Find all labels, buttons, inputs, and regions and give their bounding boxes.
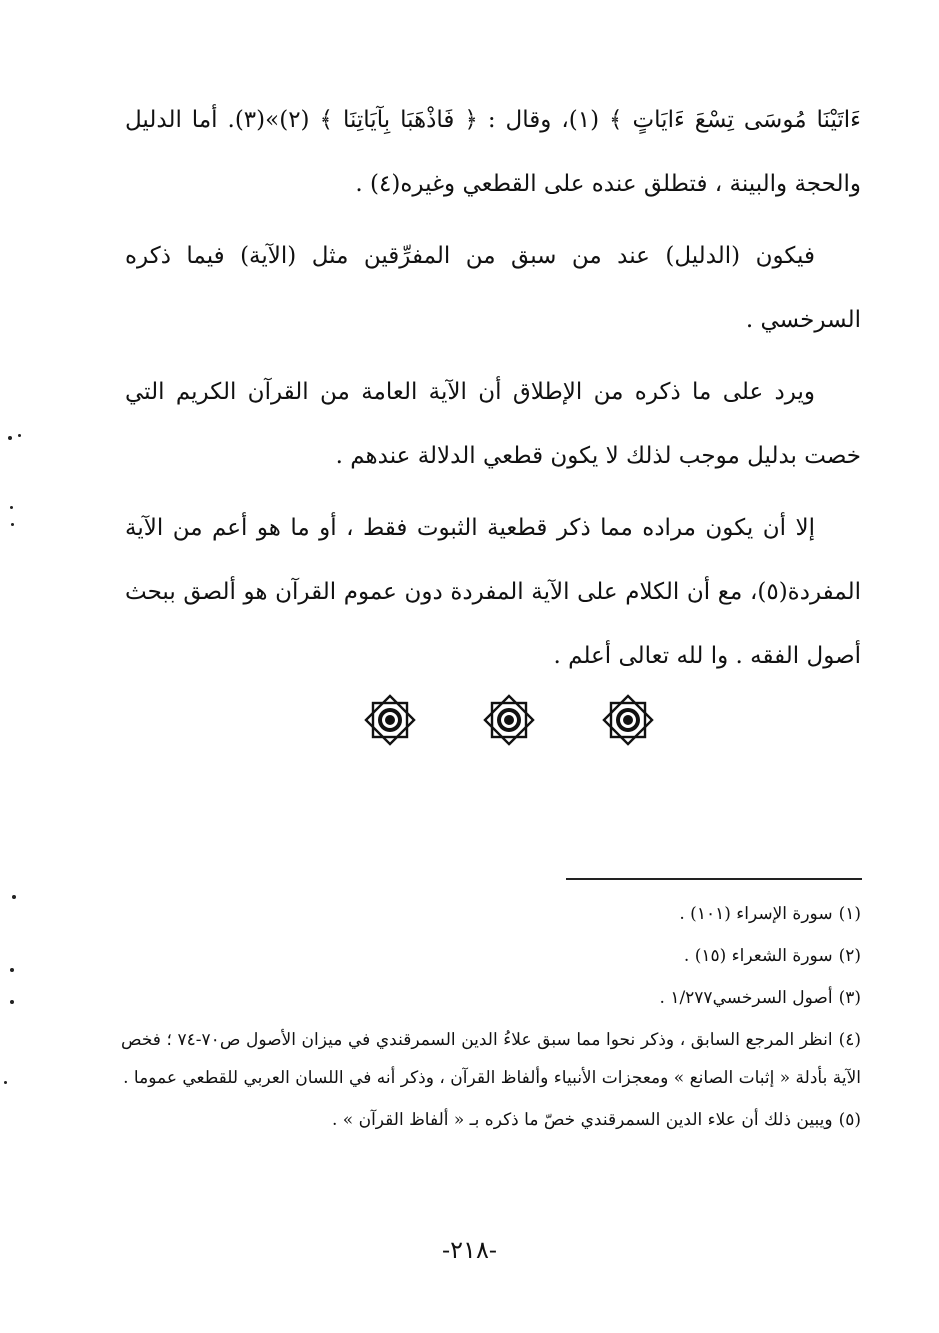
footnote-text: سورة الشعراء (١٥) . [683, 946, 833, 966]
paragraph-3: ويرد على ما ذكره من الإطلاق أن الآية العامة من القرآن الكريم التي خصت بدليل موجب لذلك لا يكون قطعي الدلالة عندهم . [125, 379, 861, 469]
scan-speck [18, 434, 21, 437]
footnote-separator [566, 878, 862, 880]
footnote-mark: (٣) [838, 988, 861, 1008]
eight-point-star-ornament-icon [602, 694, 654, 746]
footnote-text: ويبين ذلك أن علاء الدين السمرقندي خصّ ما ذكره بـ « ألفاظ القرآن » . [331, 1110, 833, 1130]
footnote-mark: (١) [838, 904, 861, 924]
paragraph-4: إلا أن يكون مراده مما ذكر قطعية الثبوت فقط ، أو ما هو أعم من الآية المفردة(٥)، مع أن الكلام على الآية المفردة دون عموم القرآن هو ألصق ببحث أصول الفقه . وا لله تعالى أعلم . [125, 515, 861, 669]
scan-speck [4, 1081, 7, 1084]
scan-speck [8, 436, 12, 440]
footnote-mark: (٢) [838, 946, 861, 966]
eight-point-star-ornament-icon [364, 694, 416, 746]
scan-speck [12, 895, 16, 899]
scan-speck [10, 506, 13, 509]
scan-speck [10, 968, 14, 972]
footnote-text: أصول السرخسي١/٢٧٧ . [659, 988, 833, 1008]
footnote-1 [121, 895, 861, 933]
footnote-4 [121, 1021, 861, 1097]
scan-speck [10, 1000, 14, 1004]
footnote-text: انظر المرجع السابق ، وذكر نحوا مما سبق علاءُ الدين السمرقندي في ميزان الأصول ص٧٠-٧٤ ؛ فخص الآية بأدلة « إثبات الصانع » ومعجزات الأنبياء وألفاظ القرآن ، وذكر أنه في اللسان العربي للقطعي عموما . [121, 1030, 861, 1088]
footnote-mark: (٤) [838, 1030, 862, 1050]
section-divider-ornaments [364, 694, 654, 746]
eight-point-star-ornament-icon [483, 694, 535, 746]
footnote-2 [121, 937, 861, 975]
scan-speck [11, 523, 14, 526]
paragraph-2: فيكون (الدليل) عند من سبق من المفرِّقين مثل (الآية) فيما ذكره السرخسي . [125, 243, 861, 333]
footnote-5 [121, 1101, 861, 1139]
footnote-mark: (٥) [838, 1110, 861, 1130]
main-text [125, 88, 861, 688]
footnote-text: سورة الإسراء (١٠١) . [679, 904, 833, 924]
footnote-3 [121, 979, 861, 1017]
page-number: -٢١٨- [442, 1236, 497, 1264]
paragraph-1: ءَاتَيْنَا مُوسَى تِسْعَ ءَايَاتٍ ﴾ (١)، وقال : ﴿ فَاذْهَبَا بِآيَاتِنَا ﴾ (٢)»(٣). أما الدليل والحجة والبينة ، فتطلق عنده على القطعي وغيره(٤) . [125, 107, 861, 197]
footnotes [121, 895, 861, 1143]
